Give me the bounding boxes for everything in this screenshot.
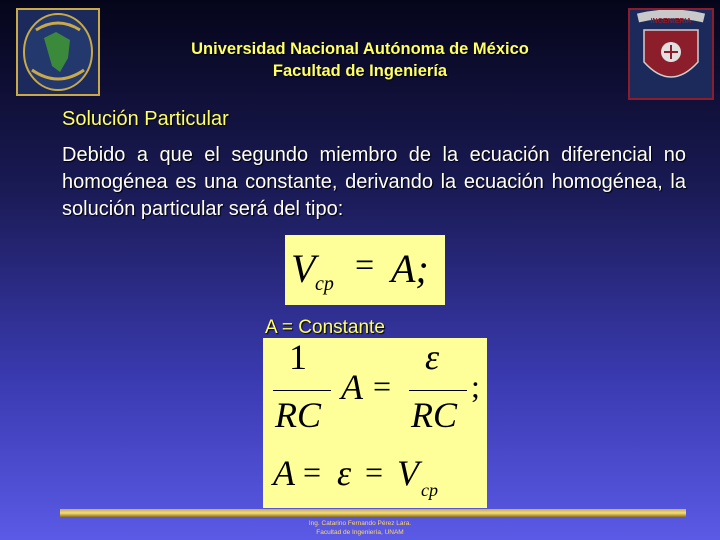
eq1-equals: = (355, 247, 375, 284)
constant-label: A = Constante (265, 317, 385, 338)
eq2-line2-a: A (273, 453, 295, 493)
eq2-line2-epsilon: ε (337, 453, 352, 493)
eq2-semicolon: ; (471, 368, 480, 404)
eq2-den1: RC (275, 395, 322, 435)
shield-text: INGENIERIA (650, 18, 692, 25)
eq2-a: A (341, 367, 363, 407)
eq2-line2-eq1: = (303, 454, 322, 490)
eq1-v: V (291, 246, 316, 291)
eq2-equals: = (373, 368, 392, 404)
ingenieria-shield-icon (628, 8, 714, 100)
footer-faculty: Facultad de Ingeniería, UNAM (316, 529, 404, 536)
eq2-line2-v: V (397, 453, 419, 493)
fraction-bar-1 (273, 390, 331, 391)
institution-header (110, 38, 610, 82)
university-name: Universidad Nacional Autónoma de México (191, 40, 529, 58)
eq2-line2-eq2: = (365, 454, 384, 490)
faculty-name: Facultad de Ingeniería (272, 62, 448, 80)
eq2-num1: 1 (289, 337, 307, 377)
eq1-subscript: cp (315, 273, 334, 295)
footer-credits (220, 519, 500, 537)
footer-author: Ing. Catarino Fernando Pérez Lara. (308, 520, 412, 527)
fraction-bar-2 (409, 390, 467, 391)
explanation-paragraph: Debido a que el segundo miembro de la ecuación diferencial no homogénea es una constante, derivando la ecuación homogénea, la solución particular será del tipo: (62, 144, 686, 220)
particular-solution-equation (285, 235, 445, 305)
constant-solution-equations (263, 338, 487, 508)
eq2-line2-subscript: cp (421, 480, 438, 500)
footer-divider (60, 509, 686, 517)
eq2-den2: RC (411, 395, 458, 435)
eq1-rhs: A; (391, 246, 429, 291)
unam-seal-icon (16, 8, 100, 96)
eq2-num2: ε (425, 337, 440, 377)
section-title: Solución Particular (62, 108, 229, 130)
